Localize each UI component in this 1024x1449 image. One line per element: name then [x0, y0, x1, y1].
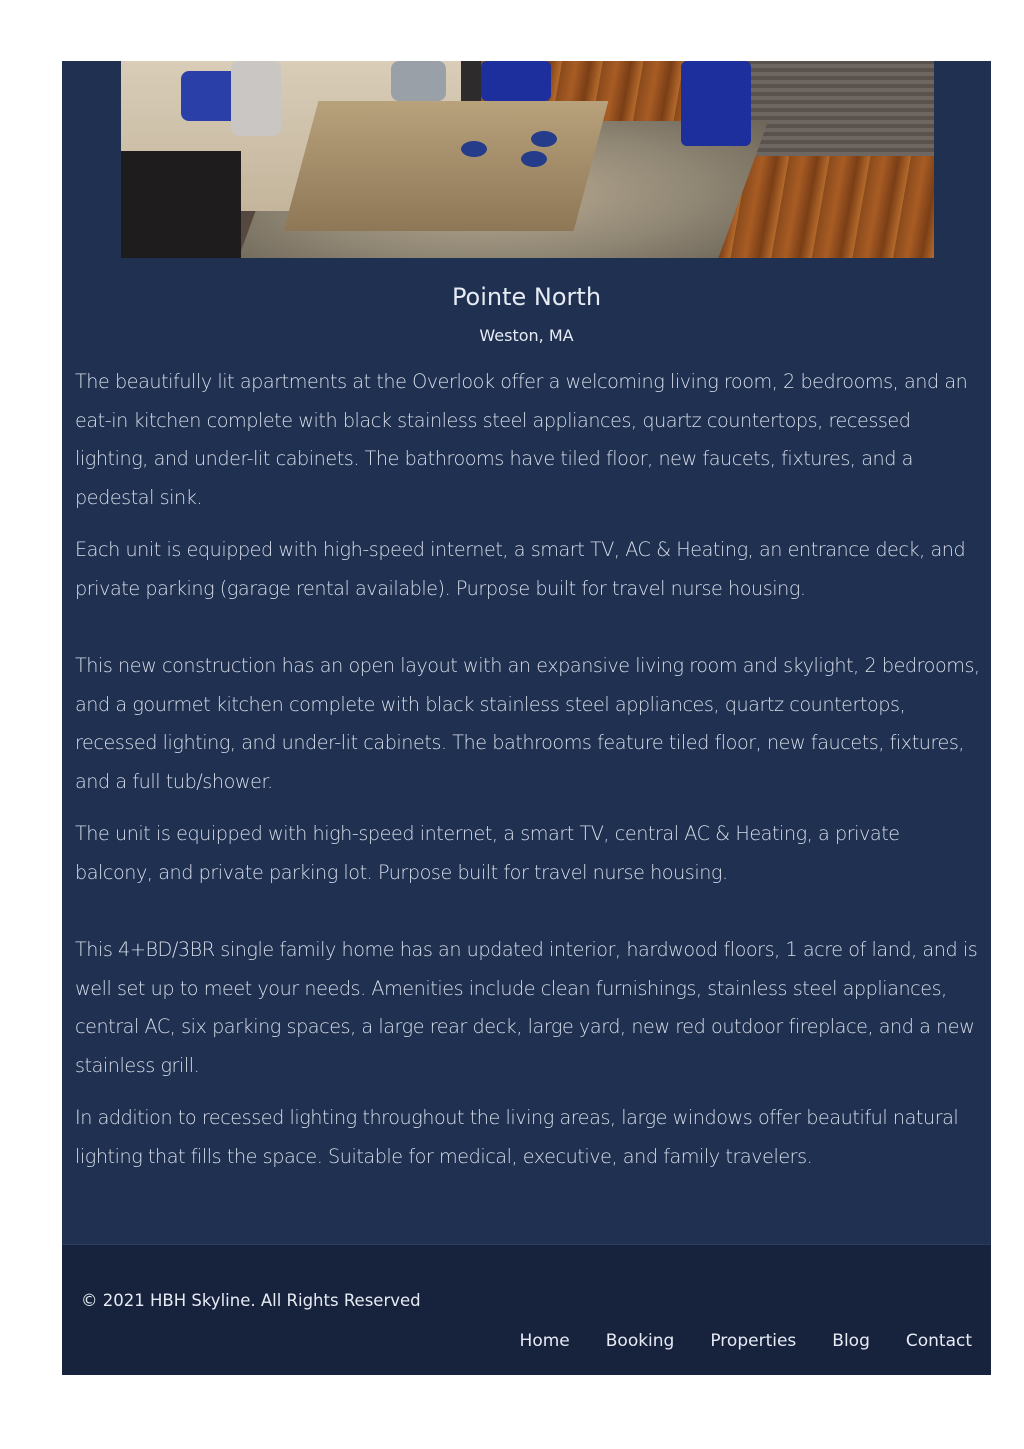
- nav-link-properties[interactable]: Properties: [710, 1331, 797, 1351]
- description-paragraph: Each unit is equipped with high-speed internet, a smart TV, AC & Heating, an entrance deck, and private parking (garage rental available). Purpose built for travel nurse housing.: [75, 538, 966, 600]
- copyright-text: © 2021 HBH Skyline. All Rights Reserved: [81, 1291, 421, 1310]
- nav-link-booking[interactable]: Booking: [605, 1331, 675, 1351]
- nav-link-blog[interactable]: Blog: [832, 1331, 870, 1351]
- site-footer: [62, 1244, 991, 1375]
- property-panel: [62, 61, 991, 1244]
- property-location: Weston, MA: [479, 326, 574, 345]
- footer-nav: [484, 1330, 972, 1352]
- property-title: Pointe North: [451, 283, 602, 311]
- living-room-photo: [121, 61, 934, 258]
- nav-link-contact[interactable]: Contact: [905, 1331, 972, 1351]
- description-paragraph: This 4+BD/3BR single family home has an updated interior, hardwood floors, 1 acre of land, and is well set up to meet your needs. Amenities include clean furnishings, stainless steel appliances, central AC, six parking spaces, a large rear deck, large yard, new red outdoor fireplace, and a new stainless grill.: [75, 938, 978, 1078]
- nav-link-home[interactable]: Home: [519, 1331, 570, 1351]
- description-paragraph: The unit is equipped with high-speed internet, a smart TV, central AC & Heating, a private balcony, and private parking lot. Purpose built for travel nurse housing.: [75, 822, 900, 884]
- description-paragraph: The beautifully lit apartments at the Overlook offer a welcoming living room, 2 bedrooms, and an eat-in kitchen complete with black stainless steel appliances, quartz countertops, recessed lighting, and under-lit cabinets. The bathrooms have tiled floor, new faucets, fixtures, and a pedestal sink.: [75, 370, 968, 510]
- description-paragraph: This new construction has an open layout with an expansive living room and skylight, 2 bedrooms, and a gourmet kitchen complete with black stainless steel appliances, quartz countertops, recessed lighting, and under-lit cabinets. The bathrooms feature tiled floor, new faucets, fixtures, and a full tub/shower.: [75, 654, 980, 794]
- description-paragraph: In addition to recessed lighting throughout the living areas, large windows offer beautiful natural lighting that fills the space. Suitable for medical, executive, and family travelers.: [75, 1106, 959, 1168]
